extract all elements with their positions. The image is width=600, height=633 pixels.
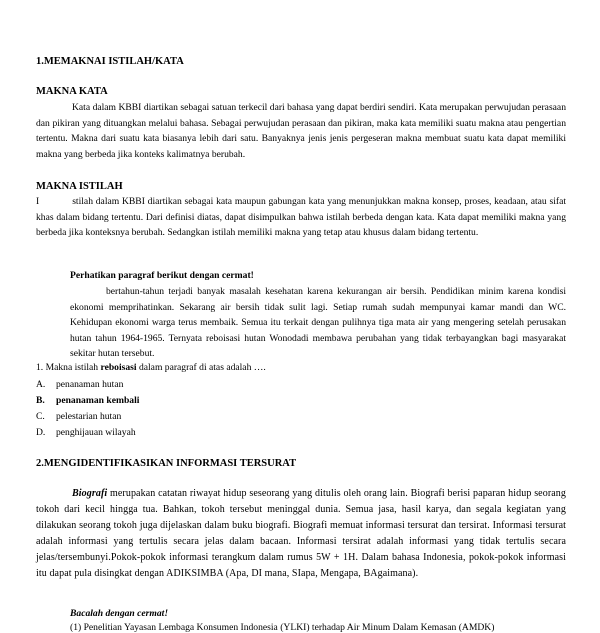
exercise-heading: Perhatikan paragraf berikut dengan cermat!: [70, 270, 254, 281]
question-term: reboisasi: [100, 362, 137, 373]
makna-istilah-text: stilah dalam KBBI diartikan sebagai kata maupun gabungan kata yang menunjukkan makna konsep, proses, keadaan, atau sifat khas dalam bidang tertentu. Dari definisi diatas, dapat disimpulkan bahwa istilah berbeda dengan kata. Kata dapat memiliki makna yang berbeda jika konteksnya berubah. Sedangkan istilah memiliki makna yang tetap atau khusus dalam bidang tertentu.: [36, 196, 566, 238]
section2-title: 2.MENGIDENTIFIKASIKAN INFORMASI TERSURAT: [36, 458, 297, 469]
paragraph-marker: I: [36, 196, 40, 207]
makna-kata-text: Kata dalam KBBI diartikan sebagai satuan terkecil dari bahasa yang dapat berdiri sendiri. Kata merupakan perwujudan perasaan dan pikiran yang dituangkan melalui bahasa. Sebagai perwujudan perasaan dan pikiran, maka kata memiliki suatu makna atau pengertian tertentu. Makna dari suatu kata biasanya lebih dari satu. Banyaknya jenis jenis pergeseran makna membuat suatu kata dapat memiliki makna yang berbeda jika konteks kalimatnya berubah.: [36, 102, 566, 160]
biografi-term: Biografi: [72, 488, 108, 499]
option-c: C. pelestarian hutan: [36, 411, 122, 422]
exercise-text: bertahun-tahun terjadi banyak masalah kesehatan karena kekurangan air bersih. Pendidikan minim karena kondisi ekonomi memprihatinkan. Sekarang air bersih tidak sulit lagi. Setiap rumah sudah mempunyai kamar mandi dan WC. Kehidupan ekonomi warga terus membaik. Semua itu terkait dengan pulihnya tiga mata air yang mengering setelah perusakan hutan tahun 1964-1965. Ternyata reboisasi hutan Wonodadi membawa perubahan yang tidak terbayangkan bagi masyarakat sekitar hutan tersebut.: [70, 286, 566, 359]
reading-heading: Bacalah dengan cermat!: [70, 608, 169, 619]
question-prefix: 1. Makna istilah: [36, 362, 101, 373]
exercise-paragraph: [70, 284, 566, 362]
makna-kata-paragraph: [36, 100, 566, 162]
biografi-text: merupakan catatan riwayat hidup seseorang yang ditulis oleh orang lain. Biografi berisi paparan hidup seorang tokoh dari kecil hingga tua. Bahkan, tokoh tersebut meninggal dunia. Semua jasa, hasil karya, dan segala kegiatan yang dilakukan seorang tokoh juga dijelaskan dalam buku biografi. Biografi memuat informasi tersurat dan tersirat. Informasi tersurat adalah informasi yang tertulis secara jelas dalam bacaan. Informasi tersirat adalah informasi yang tidak tertulis secara jelas/tersembunyi.Pokok-pokok informasi terangkum dalam rumus 5W + 1H. Dalam bahasa Indonesia, pokok-pokok informasi itu dapat pula disingkat dengan ADIKSIMBA (Apa, DI mana, SIapa, Mengapa, BAgaimana).: [36, 488, 566, 579]
section1-title: 1.MEMAKNAI ISTILAH/KATA: [36, 56, 184, 67]
biografi-paragraph: [36, 486, 566, 582]
makna-istilah-paragraph: [36, 194, 566, 241]
question-1: [36, 362, 600, 373]
question-suffix: dalam paragraf di atas adalah ….: [136, 362, 266, 373]
option-d: D. penghijauan wilayah: [36, 427, 136, 438]
option-b: B. penanaman kembali: [36, 395, 140, 406]
option-a: A. penanaman hutan: [36, 379, 124, 390]
makna-istilah-heading: MAKNA ISTILAH: [36, 181, 123, 192]
makna-kata-heading: MAKNA KATA: [36, 86, 108, 97]
reading-line-1: (1) Penelitian Yayasan Lembaga Konsumen Indonesia (YLKI) terhadap Air Minum Dalam Kemasan (AMDK): [70, 622, 495, 633]
